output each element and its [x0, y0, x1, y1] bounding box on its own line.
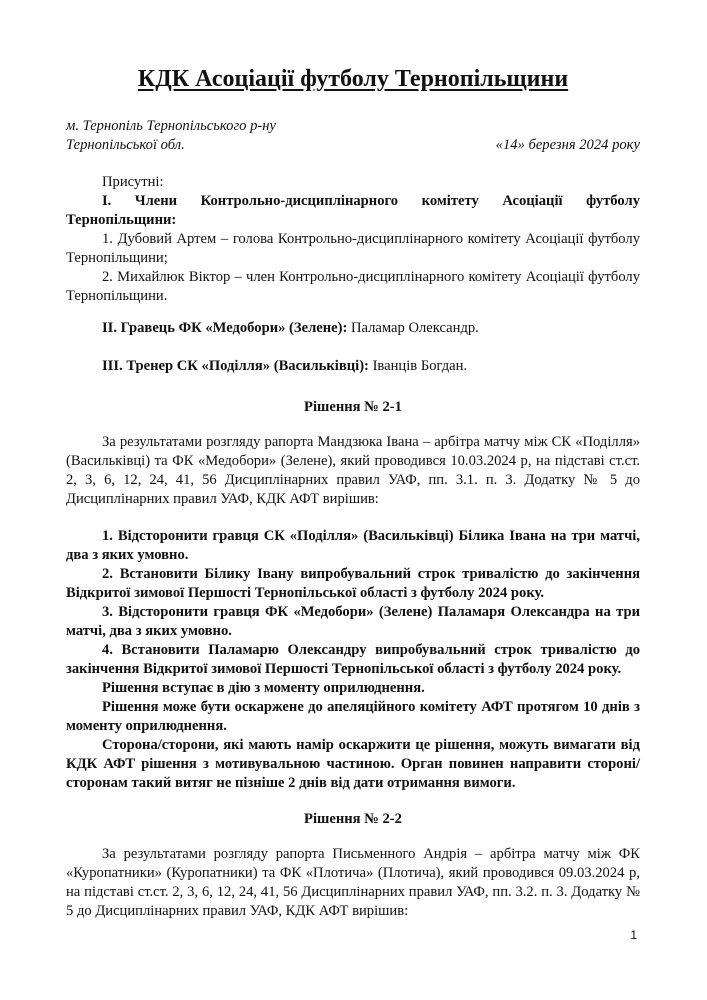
decision1-heading: Рішення № 2-1	[304, 399, 402, 415]
member-item: 2. Михайлюк Віктор – член Контрольно-дисциплінарного комітету Асоціації футболу Тернопільщини.	[66, 269, 640, 304]
page-number: 1	[630, 928, 637, 942]
decision1-intro-text: За результатами розгляду рапорта Мандзюка Івана – арбітра матчу між СК «Поділля» (Васильківці) та ФК «Медобори» (Зелене), який проводився 10.03.2024 р, на підставі ст.ст. 2, 3, 6, 12, 24, 41, 56 Дисциплінарних правил УАФ, пп. 3.1. п. 3. Додатку № 5 до Дисциплінарних правил УАФ, КДК АФТ вирішив:	[66, 434, 640, 507]
section2	[66, 319, 640, 338]
decision1-items	[66, 527, 640, 793]
decision-item: 3. Відсторонити гравця ФК «Медобори» (Зелене) Паламаря Олександра на три матчі, два з яких умовно.	[66, 604, 640, 639]
attendees-section	[66, 173, 640, 306]
section3-label: III. Тренер СК «Поділля» (Васильківці):	[102, 358, 369, 374]
decision-item: 4. Встановити Паламарю Олександру випробувальний строк тривалістю до закінчення Відкритої зимової Першості Тернопільської області з футболу 2024 року.	[66, 642, 640, 677]
decision-appeal: Рішення може бути оскаржене до апеляційного комітету АФТ протягом 10 днів з моменту оприлюднення.	[66, 699, 640, 734]
decision-item: 2. Встановити Білику Івану випробувальний строк тривалістю до закінчення Відкритої зимової Першості Тернопільської області з футболу 2024 року.	[66, 566, 640, 601]
section2-label: II. Гравець ФК «Медобори» (Зелене):	[102, 320, 348, 336]
decision-parties: Сторона/сторони, які мають намір оскаржити це рішення, можуть вимагати від КДК АФТ рішення з мотивувальною частиною. Орган повинен направити стороні/сторонам такий витяг не пізніше 2 днів від дати отримання вимоги.	[66, 737, 640, 791]
decision-item: 1. Відсторонити гравця СК «Поділля» (Васильківці) Білика Івана на три матчі, два з яких умовно.	[66, 528, 640, 563]
section3	[66, 357, 640, 376]
section2-value: Паламар Олександр.	[347, 320, 479, 336]
decision1-intro	[66, 433, 640, 509]
decision2-intro	[66, 845, 640, 921]
section1-heading: I. Члени Контрольно-дисциплінарного комітету Асоціації футболу Тернопільщини:	[66, 193, 640, 228]
member-item: 1. Дубовий Артем – голова Контрольно-дисциплінарного комітету Асоціації футболу Тернопільщини;	[66, 231, 640, 266]
decision2-intro-text: За результатами розгляду рапорта Письменного Андрія – арбітра матчу між ФК «Куропатники» (Куропатники) та ФК «Плотича» (Плотича), який проводився 09.03.2024 р, на підставі ст.ст. 2, 3, 6, 12, 24, 41, 56 Дисциплінарних правил УАФ, пп. 3.2. п. 3. Додатку № 5 до Дисциплінарних правил УАФ, КДК АФТ вирішив:	[66, 846, 640, 919]
place-line-2: Тернопільської обл.	[66, 137, 185, 153]
decision2-heading: Рішення № 2-2	[304, 811, 402, 827]
place-line-1: м. Тернопіль Тернопільського р-ну	[66, 118, 276, 134]
document-date: «14» березня 2024 року	[495, 137, 640, 153]
document-title: КДК Асоціації футболу Тернопільщини	[137, 66, 569, 92]
section3-value: Іванців Богдан.	[368, 358, 468, 374]
place-date-block	[66, 117, 640, 155]
present-label: Присутні:	[102, 174, 164, 190]
decision-effective: Рішення вступає в дію з моменту оприлюднення.	[102, 680, 425, 696]
